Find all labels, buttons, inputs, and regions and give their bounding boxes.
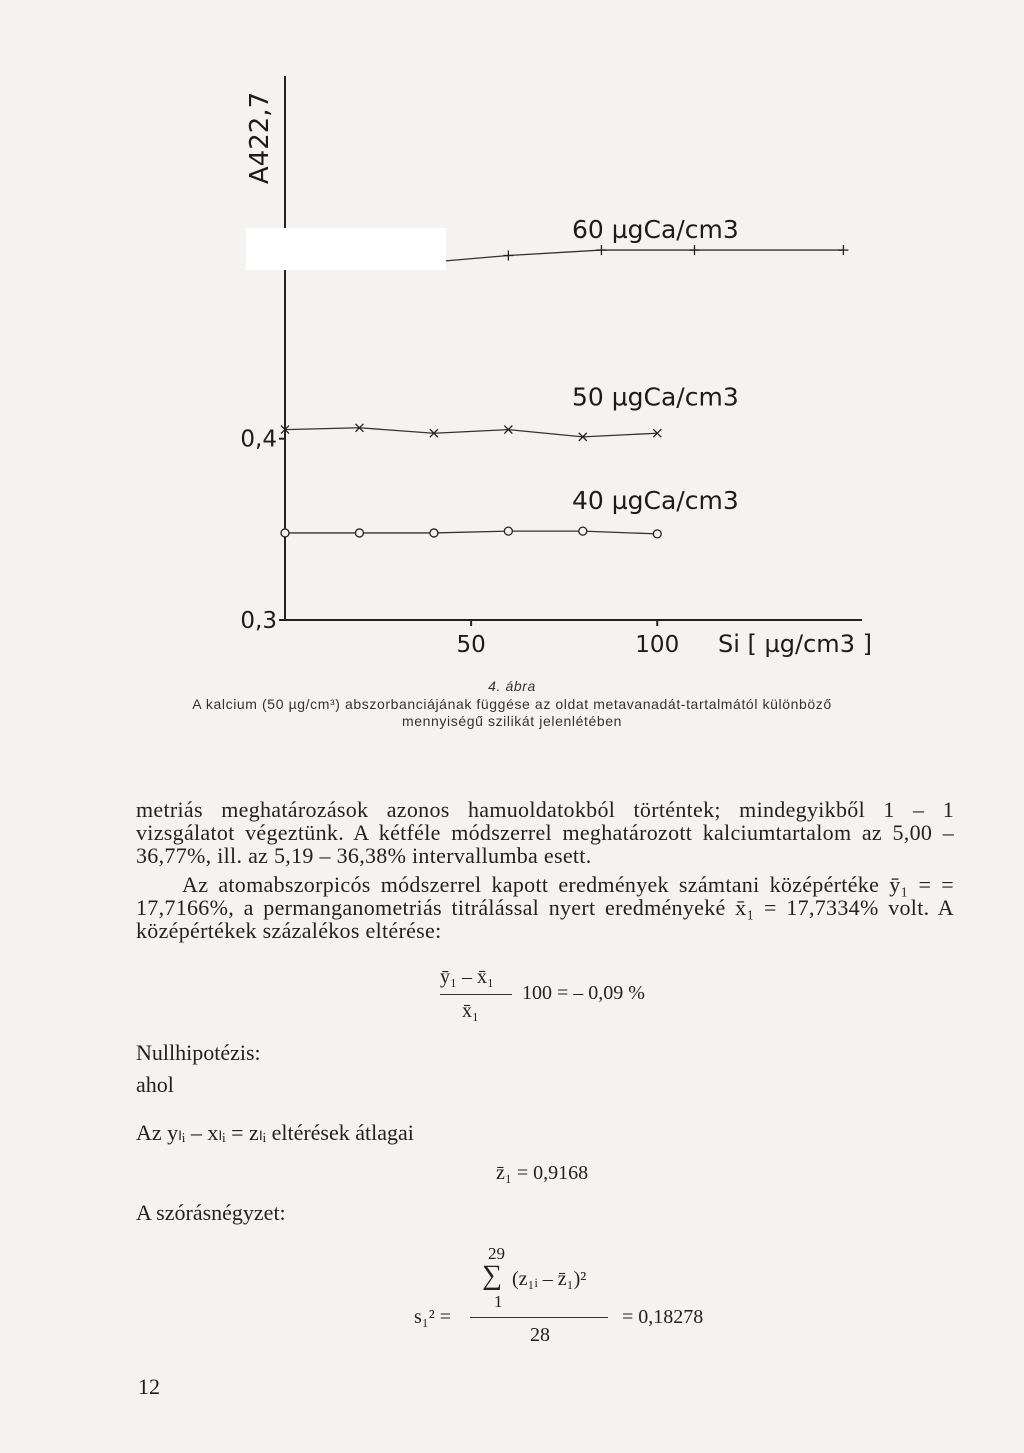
y-tick-label: 0,4 — [240, 426, 277, 453]
series-line-+ — [434, 250, 843, 262]
ratio-numerator: ȳ₁ – x̄₁ — [440, 966, 494, 988]
point-plus — [503, 251, 513, 261]
series-label: 50 µgCa/cm3 — [572, 382, 739, 412]
x-tick-label: 100 — [635, 632, 680, 658]
ahol-label: ahol — [136, 1072, 174, 1097]
series-label: 60 µgCa/cm3 — [572, 214, 739, 244]
point-plus — [596, 245, 606, 255]
deviation-sentence: Az yₗᵢ – xₗᵢ = zₗᵢ eltérések átlagai — [136, 1120, 414, 1145]
ratio-fraction-bar — [440, 994, 512, 995]
point-circle — [653, 530, 661, 538]
point-circle — [504, 527, 512, 535]
page-number: 12 — [138, 1374, 160, 1399]
sum-upper-limit: 29 — [488, 1244, 505, 1263]
figure-caption-line2: mennyiségű szilikát jelenlétében — [402, 713, 622, 729]
nullhypothesis-label: Nullhipotézis: — [136, 1040, 261, 1065]
x-tick-label: 50 — [456, 632, 486, 658]
point-circle — [281, 529, 289, 537]
y-tick-label: 0,3 — [240, 608, 277, 634]
point-plus — [689, 245, 699, 255]
point-circle — [579, 527, 587, 535]
paragraph-2-text: Az atomabszorpicós módszerrel kapott eredmények számtani középértéke ȳ₁ = = 17,7166%, a permanganometriás titrálással nyert eredményeké x̄₁ = 17,7334% volt. A középértékek százalékos eltérése: — [136, 872, 954, 943]
ratio-denominator: x̄₁ — [462, 1000, 479, 1022]
sum-term: (z₁ᵢ – z̄₁)² — [512, 1268, 587, 1290]
point-circle — [355, 529, 363, 537]
variance-lhs: s₁² = — [414, 1306, 452, 1328]
series-line-o — [285, 531, 657, 534]
variance-denominator: 28 — [530, 1324, 550, 1346]
paragraph-1: metriás meghatározások azonos hamuoldatokból történtek; mindegyikből 1 – 1 vizsgálatot végeztünk. A kétféle módszerrel meghatározott kalciumtartalom az 5,00 – 36,77%, ill. az 5,19 – 36,38% intervallumba esett. — [136, 797, 954, 868]
y-ticks — [240, 427, 285, 634]
redacted-region — [246, 228, 446, 270]
series-line-x — [285, 428, 657, 437]
figure-caption-line1: A kalcium (50 µg/cm³) abszorbanciájának függése az oldat metavanadát-tartalmától különböző — [192, 696, 832, 712]
z-mean-formula: z̄₁ = 0,9168 — [496, 1162, 589, 1184]
x-ticks — [456, 620, 679, 658]
y-axis-label: A422,7 — [245, 91, 275, 185]
variance-result: = 0,18278 — [622, 1306, 704, 1328]
x-axis-label: Si [ µg/cm3 ] — [718, 630, 872, 658]
sum-lower-limit: 1 — [494, 1292, 503, 1311]
figure-number: 4. ábra — [488, 678, 536, 694]
point-circle — [430, 529, 438, 537]
paragraph-2 — [136, 873, 954, 942]
sum-sign: ∑ — [482, 1260, 502, 1291]
point-plus — [838, 245, 848, 255]
ratio-result: 100 = – 0,09 % — [522, 982, 645, 1004]
series-label: 40 µgCa/cm3 — [572, 485, 739, 515]
variance-label: A szórásnégyzet: — [136, 1200, 286, 1225]
variance-fraction-bar — [470, 1317, 608, 1318]
